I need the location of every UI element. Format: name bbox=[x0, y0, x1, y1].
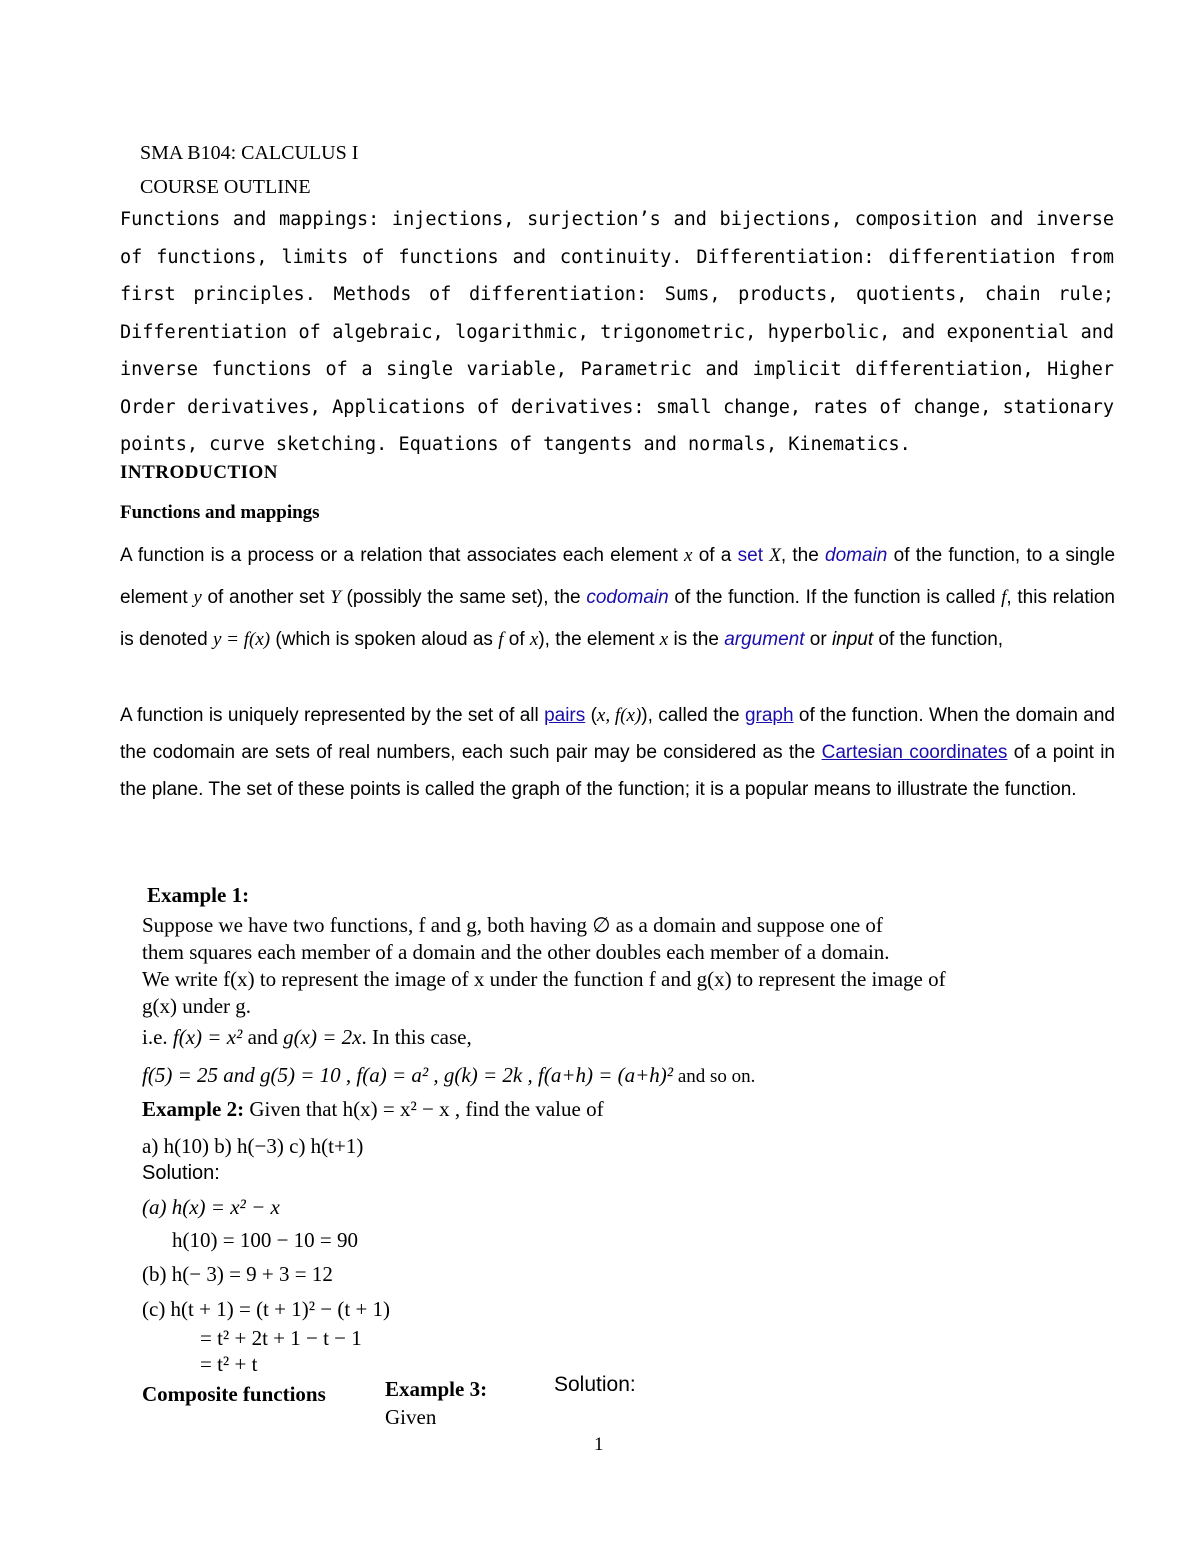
text: . In this case, bbox=[361, 1025, 472, 1049]
text: of the function, bbox=[873, 629, 1004, 650]
solution-line: = t² + t bbox=[200, 1352, 258, 1376]
text: , the bbox=[780, 545, 826, 566]
text: of a bbox=[692, 545, 738, 566]
example-3-solution-label: Solution: bbox=[554, 1373, 636, 1396]
example-1-line bbox=[142, 1024, 472, 1051]
course-outline-text: Functions and mappings: injections, surjection’s and bijections, composition and inverse of functions, limits of functions and continuity. Differentiation: differentiation from first principles. Methods of differentiation: Sums, products, quotients, chain rule; Differentiation of algebraic, logarithmic, trigonometric, hyperbolic, and exponential and inverse functions of a single variable, Parametric and implicit differentiation, Higher Order derivatives, Applications of derivatives: small change, rates of change, stationary points, curve sketching. Equations of tangents and normals, Kinematics. bbox=[120, 209, 1114, 455]
text: or bbox=[804, 629, 832, 650]
solution-line: (b) h(− 3) = 9 + 3 = 12 bbox=[142, 1262, 333, 1286]
solution-line: (a) h(x) = x² − x bbox=[142, 1195, 280, 1219]
solution-line: (c) h(t + 1) = (t + 1)² − (t + 1) bbox=[142, 1297, 391, 1321]
section-introduction: INTRODUCTION bbox=[120, 462, 279, 483]
example-2-title: Example 2: bbox=[142, 1097, 245, 1121]
math-g-of-x: g(x) = 2x bbox=[283, 1025, 362, 1049]
text: of the function. When the domain and the codomain are sets of real numbers, each such pair may be considered as the bbox=[120, 705, 1116, 763]
text: of a point in the plane. The set of these points is called the graph of the function; it is a popular means to illustrate the function. bbox=[120, 742, 1115, 800]
example-1-line: them squares each member of a domain and the other doubles each member of a domain. bbox=[142, 940, 890, 964]
section-composite-functions: Composite functions bbox=[142, 1382, 326, 1406]
math-x: x bbox=[529, 629, 539, 650]
solution-label: Solution: bbox=[142, 1162, 220, 1184]
example-2-prompt: Given that h(x) = x² − x , find the value of bbox=[244, 1097, 604, 1121]
text: (possibly the same set), the bbox=[340, 587, 587, 608]
math-f: f bbox=[1001, 587, 1007, 608]
text: is the bbox=[668, 629, 725, 650]
text: A function is uniquely represented by the set of all bbox=[120, 705, 545, 726]
link-graph[interactable]: graph bbox=[744, 705, 794, 726]
paragraph-graph-definition bbox=[120, 697, 1115, 808]
text: of the function. If the function is called bbox=[668, 587, 1002, 608]
text: of bbox=[503, 629, 530, 650]
text: ( bbox=[585, 705, 597, 726]
math-f-of-x: f(x) = x² bbox=[172, 1025, 243, 1049]
math-y: y bbox=[193, 587, 202, 608]
math-values: f(5) = 25 and g(5) = 10 , f(a) = a² , g(k) = 2k , f(a+h) = (a+h)² bbox=[142, 1063, 674, 1087]
example-1-line: We write f(x) to represent the image of x under the function f and g(x) to represent the image of bbox=[142, 967, 946, 991]
math-X: X bbox=[769, 545, 781, 566]
input-term: input bbox=[831, 629, 874, 650]
paragraph-function-definition bbox=[120, 535, 1115, 661]
text: ), the element bbox=[538, 629, 660, 650]
link-set[interactable]: set bbox=[737, 545, 763, 566]
text: , this relation is denoted bbox=[120, 587, 1115, 650]
math-pair: x, f(x) bbox=[596, 705, 642, 726]
solution-line: = t² + 2t + 1 − t − 1 bbox=[200, 1326, 362, 1350]
link-pairs[interactable]: pairs bbox=[544, 705, 586, 726]
link-codomain[interactable]: codomain bbox=[586, 587, 669, 608]
text: of the function, to a single element bbox=[120, 545, 1116, 608]
page-number: 1 bbox=[594, 1434, 604, 1455]
example-1-line: g(x) under g. bbox=[142, 994, 252, 1018]
link-cartesian-coordinates[interactable]: Cartesian coordinates bbox=[821, 742, 1008, 763]
example-2-line bbox=[142, 1096, 604, 1123]
outline-title: COURSE OUTLINE bbox=[140, 176, 311, 198]
section-functions-and-mappings: Functions and mappings bbox=[120, 502, 320, 523]
solution-line: h(10) = 100 − 10 = 90 bbox=[172, 1228, 359, 1252]
example-3-given: Given bbox=[385, 1405, 437, 1429]
text: ), called the bbox=[641, 705, 745, 726]
link-domain[interactable]: domain bbox=[825, 545, 888, 566]
math-Y: Y bbox=[330, 587, 341, 608]
math-x: x bbox=[659, 629, 669, 650]
example-2-parts: a) h(10) b) h(−3) c) h(t+1) bbox=[142, 1134, 364, 1158]
course-code: SMA B104: CALCULUS I bbox=[140, 142, 359, 164]
text: and so on. bbox=[673, 1066, 756, 1087]
text: (which is spoken aloud as bbox=[270, 629, 499, 650]
example-1-line bbox=[142, 1062, 755, 1090]
example-1-title: Example 1: bbox=[147, 883, 250, 907]
link-argument[interactable]: argument bbox=[724, 629, 805, 650]
text: i.e. bbox=[142, 1025, 173, 1049]
text: A function is a process or a relation that associates each element bbox=[120, 545, 685, 566]
text: and bbox=[242, 1025, 284, 1049]
text: of another set bbox=[201, 587, 331, 608]
example-3-title: Example 3: bbox=[385, 1377, 488, 1401]
math-x: x bbox=[684, 545, 693, 566]
example-1-line: Suppose we have two functions, f and g, both having ∅ as a domain and suppose one of bbox=[142, 913, 883, 937]
math-equation: y = f(x) bbox=[212, 629, 271, 650]
math-f: f bbox=[498, 629, 504, 650]
